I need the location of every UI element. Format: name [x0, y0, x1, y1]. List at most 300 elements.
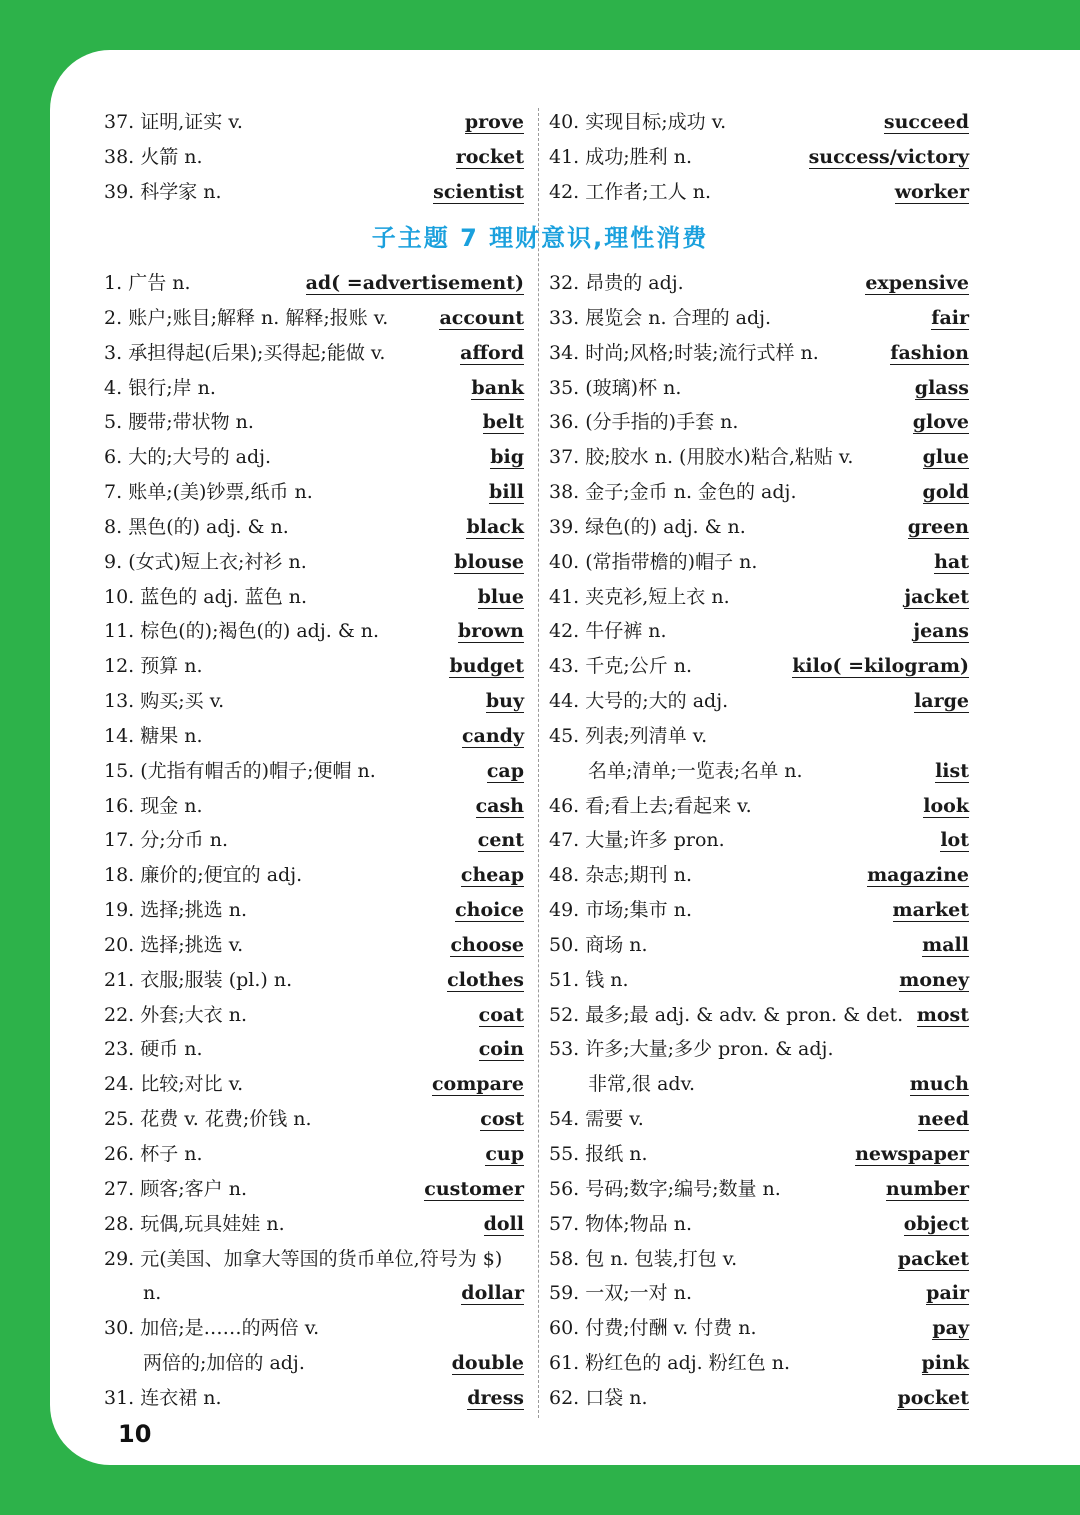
entry-number: 50. [549, 933, 580, 956]
entry-number: 48. [549, 864, 580, 887]
entry-definition [549, 515, 902, 539]
entry-english-word: much [909, 1073, 969, 1096]
vocab-entry [104, 753, 524, 783]
entry-english-word: belt [482, 411, 524, 434]
vocab-entry [549, 857, 969, 887]
section-title: 子主题 7 理财意识,理性消费 [371, 224, 709, 252]
entry-number: 21. [104, 968, 135, 991]
entry-number: 39. [549, 515, 580, 538]
entry-number: 49. [549, 899, 580, 922]
page-number: 10 [118, 1420, 152, 1448]
vocab-entry [549, 1101, 969, 1131]
vocab-entry [549, 370, 969, 400]
entry-definition [549, 376, 909, 400]
entry-english-word: cap [486, 759, 524, 782]
entry-number: 28. [104, 1212, 135, 1235]
vocab-entry [104, 1241, 524, 1271]
entry-number: 1. [104, 272, 123, 294]
entry-english-word: jeans [913, 620, 969, 643]
vocab-entry [104, 648, 524, 678]
entry-definition [549, 654, 786, 678]
entry-definition [549, 180, 889, 204]
vocab-entry [549, 1380, 969, 1410]
entry-chinese: 承担得起(后果);买得起;能做 v. [128, 341, 386, 364]
entry-english-word: account [439, 306, 524, 329]
entry-english-word: rocket [455, 146, 524, 168]
entry-english-word: choose [450, 933, 524, 956]
entry-english-word: afford [460, 341, 524, 364]
entry-english-word: expensive [865, 272, 969, 294]
entry-chinese: n. [143, 1282, 162, 1305]
entry-english-word: prove [464, 111, 524, 133]
entry-definition [549, 1247, 892, 1271]
entry-number: 62. [549, 1386, 580, 1409]
vocab-entry [549, 335, 969, 365]
entry-definition [549, 828, 934, 852]
entry-definition [549, 110, 878, 134]
vocab-entry [104, 335, 524, 365]
vocab-entry [549, 265, 969, 295]
entry-definition [104, 1316, 524, 1340]
vocab-entry [104, 439, 524, 469]
entry-number: 36. [549, 411, 580, 434]
entry-chinese: 绿色(的) adj. & n. [585, 515, 746, 538]
vocab-entry [104, 857, 524, 887]
entry-number: 13. [104, 690, 135, 713]
entry-chinese: 预算 n. [140, 655, 203, 678]
entry-number: 29. [104, 1247, 135, 1270]
vocab-entry [104, 1275, 524, 1305]
entry-number: 18. [104, 864, 135, 887]
entry-english-word: most [916, 1003, 969, 1026]
entry-number: 60. [549, 1317, 580, 1340]
vocab-entry [549, 174, 969, 204]
vocab-entry [549, 1310, 969, 1340]
entry-chinese: 市场;集市 n. [585, 899, 692, 922]
entry-definition [104, 110, 459, 134]
entry-definition [104, 1212, 478, 1236]
vocab-entry [549, 822, 969, 852]
entry-number: 61. [549, 1352, 580, 1375]
entry-definition [549, 1072, 904, 1096]
entry-definition [104, 180, 427, 204]
entry-chinese: 顾客;客户 n. [140, 1177, 247, 1200]
entry-definition [549, 619, 907, 643]
entry-english-word: kilo( =kilogram) [792, 655, 969, 678]
entry-chinese: (常指带檐的)帽子 n. [585, 550, 758, 573]
entry-definition [104, 863, 455, 887]
entry-number: 45. [549, 724, 580, 747]
column-divider [538, 108, 539, 1418]
entry-number: 34. [549, 341, 580, 364]
entry-chinese: 粉红色的 adj. 粉红色 n. [585, 1352, 791, 1375]
vocab-entry [549, 1066, 969, 1096]
entry-definition [104, 724, 456, 748]
vocab-entry [549, 1345, 969, 1375]
entry-number: 32. [549, 272, 580, 294]
entry-chinese: 广告 n. [128, 272, 191, 294]
entry-english-word: ad( =advertisement) [305, 272, 524, 294]
entry-english-word: cup [485, 1143, 524, 1165]
vocab-entry [104, 1066, 524, 1096]
vocab-entry [104, 718, 524, 748]
entry-number: 33. [549, 306, 580, 329]
entry-definition [104, 654, 443, 678]
entry-number: 55. [549, 1143, 580, 1165]
entry-chinese: 展览会 n. 合理的 adj. [585, 306, 772, 329]
entry-number: 51. [549, 968, 580, 991]
entry-chinese: 棕色(的);褐色(的) adj. & n. [140, 620, 380, 643]
entry-definition [104, 689, 480, 713]
entry-definition [549, 759, 929, 783]
entry-english-word: packet [897, 1247, 969, 1270]
entry-chinese: 衣服;服装 (pl.) n. [140, 968, 293, 991]
entry-english-word: hat [934, 550, 969, 573]
entry-definition [104, 445, 484, 469]
entry-number: 19. [104, 899, 135, 922]
entry-number: 3. [104, 341, 123, 364]
entry-english-word: pocket [897, 1386, 969, 1409]
entry-number: 35. [549, 376, 580, 399]
entry-chinese: 腰带;带状物 n. [128, 411, 254, 434]
vocab-entry [549, 139, 969, 169]
vocab-entry [549, 474, 969, 504]
entry-definition [104, 550, 448, 574]
entry-chinese: (玻璃)杯 n. [585, 376, 682, 399]
entry-chinese: 大的;大号的 adj. [128, 446, 272, 469]
entry-chinese: 需要 v. [585, 1108, 644, 1131]
entry-english-word: market [892, 899, 969, 922]
entry-english-word: pair [926, 1282, 969, 1305]
vocab-entry [104, 1206, 524, 1236]
vocab-entry [549, 439, 969, 469]
entry-chinese: 昂贵的 adj. [585, 272, 684, 294]
entry-chinese: (女式)短上衣;衬衫 n. [128, 550, 307, 573]
entry-english-word: fashion [890, 341, 969, 364]
entry-chinese: 千克;公斤 n. [585, 655, 692, 678]
entry-definition [549, 1316, 926, 1340]
entry-number: 10. [104, 585, 135, 608]
entry-definition [549, 1037, 969, 1061]
vocab-entry [104, 613, 524, 643]
entry-chinese: 夹克衫,短上衣 n. [585, 585, 730, 608]
entry-chinese: 口袋 n. [585, 1386, 648, 1409]
entry-number: 40. [549, 111, 580, 133]
vocab-entry [104, 1380, 524, 1410]
vocab-entry [104, 1345, 524, 1375]
entry-chinese: 账户;账目;解释 n. 解释;报账 v. [128, 306, 389, 329]
entry-english-word: big [490, 446, 524, 469]
vocab-entry [104, 927, 524, 957]
entry-number: 38. [549, 481, 580, 504]
entry-chinese: 号码;数字;编号;数量 n. [585, 1177, 781, 1200]
entry-english-word: clothes [447, 968, 524, 991]
entry-number: 41. [549, 585, 580, 608]
entry-chinese: 购买;买 v. [140, 690, 225, 713]
entry-number: 42. [549, 181, 580, 203]
entry-number: 7. [104, 481, 123, 504]
entry-number: 24. [104, 1073, 135, 1096]
entry-english-word: customer [424, 1177, 524, 1200]
entry-definition [104, 1386, 461, 1410]
entry-definition [104, 306, 433, 330]
entry-definition [104, 480, 483, 504]
entry-english-word: double [451, 1352, 524, 1375]
vocab-entry [549, 892, 969, 922]
vocab-entry [549, 613, 969, 643]
entry-number: 4. [104, 376, 123, 399]
vocab-entry [549, 962, 969, 992]
vocab-entry [104, 174, 524, 204]
entry-definition [549, 480, 917, 504]
vocab-entry [104, 1171, 524, 1201]
entry-chinese: 列表;列清单 v. [585, 724, 708, 747]
vocab-entry [549, 404, 969, 434]
vocab-entry [104, 474, 524, 504]
vocab-entry [549, 1136, 969, 1166]
vocab-entry [549, 997, 969, 1027]
entry-definition [549, 863, 861, 887]
entry-chinese: 一双;一对 n. [585, 1282, 692, 1305]
entry-english-word: money [899, 968, 969, 991]
entry-number: 9. [104, 550, 123, 573]
entry-definition [549, 585, 898, 609]
entry-english-word: dollar [461, 1282, 524, 1305]
vocab-entry [104, 104, 524, 134]
entry-definition [549, 410, 907, 434]
vocab-entry [104, 892, 524, 922]
entry-english-word: black [466, 515, 524, 538]
entry-number: 59. [549, 1282, 580, 1305]
entry-definition [549, 445, 917, 469]
entry-english-word: green [907, 515, 969, 538]
entry-definition [104, 759, 481, 783]
vocab-entry [549, 1206, 969, 1236]
entry-english-word: pink [921, 1352, 969, 1375]
entry-number: 5. [104, 411, 123, 434]
entry-english-word: jacket [904, 585, 969, 608]
entry-number: 57. [549, 1212, 580, 1235]
vocab-entry [549, 509, 969, 539]
entry-english-word: pay [932, 1317, 969, 1340]
entry-number: 41. [549, 146, 580, 168]
entry-definition [104, 1037, 473, 1061]
entry-chinese: 许多;大量;多少 pron. & adj. [585, 1038, 834, 1061]
entry-chinese: 科学家 n. [140, 181, 222, 203]
entry-chinese: 火箭 n. [140, 146, 203, 168]
vocab-entry [104, 1101, 524, 1131]
vocab-entry [104, 1031, 524, 1061]
entry-english-word: scientist [433, 181, 524, 203]
entry-definition [549, 898, 887, 922]
entry-chinese: 黑色(的) adj. & n. [128, 515, 289, 538]
entry-english-word: budget [449, 655, 524, 678]
entry-number: 8. [104, 515, 123, 538]
entry-english-word: gold [922, 481, 969, 504]
entry-english-word: glove [912, 411, 969, 434]
entry-number: 31. [104, 1386, 135, 1409]
entry-english-word: cent [477, 829, 524, 852]
vocab-entry [104, 404, 524, 434]
entry-definition [549, 689, 908, 713]
entry-number: 6. [104, 446, 123, 469]
entry-chinese: 连衣裙 n. [140, 1386, 222, 1409]
vocab-entry [549, 1241, 969, 1271]
entry-definition [104, 898, 449, 922]
entry-definition [104, 619, 452, 643]
entry-definition [549, 271, 859, 295]
entry-number: 11. [104, 620, 135, 643]
entry-chinese: 蓝色的 adj. 蓝色 n. [140, 585, 308, 608]
vocab-entry [549, 1171, 969, 1201]
entry-definition [104, 1351, 446, 1375]
entry-number: 37. [549, 446, 580, 469]
entry-english-word: blue [477, 585, 524, 608]
vocab-entry [104, 997, 524, 1027]
entry-number: 38. [104, 146, 135, 168]
entry-english-word: coat [478, 1003, 524, 1026]
entry-chinese: 选择;挑选 n. [140, 899, 247, 922]
entry-number: 37. [104, 111, 135, 133]
entry-chinese: 金子;金币 n. 金色的 adj. [585, 481, 797, 504]
entry-definition [549, 1212, 898, 1236]
vocab-entry [104, 370, 524, 400]
entry-number: 20. [104, 933, 135, 956]
entry-english-word: glass [914, 376, 969, 399]
entry-number: 26. [104, 1143, 135, 1165]
entry-number: 30. [104, 1317, 135, 1340]
entry-english-word: magazine [867, 864, 969, 887]
entry-definition [549, 550, 928, 574]
entry-definition [549, 968, 893, 992]
entry-english-word: cheap [460, 864, 524, 887]
entry-definition [549, 1003, 911, 1027]
entry-chinese: 大量;许多 pron. [585, 829, 725, 852]
entry-definition [549, 1107, 912, 1131]
vocab-entry [549, 104, 969, 134]
vocab-entry [549, 579, 969, 609]
entry-number: 53. [549, 1038, 580, 1061]
entry-number: 22. [104, 1003, 135, 1026]
vocab-entry [104, 683, 524, 713]
entry-chinese: 外套;大衣 n. [140, 1003, 247, 1026]
entry-english-word: cost [480, 1108, 524, 1131]
vocab-entry [549, 1031, 969, 1061]
entry-chinese: 看;看上去;看起来 v. [585, 794, 752, 817]
entry-english-word: large [914, 690, 969, 713]
entry-chinese: 实现目标;成功 v. [585, 111, 727, 133]
vocab-entry [104, 300, 524, 330]
entry-chinese: 物体;物品 n. [585, 1212, 692, 1235]
entry-number: 52. [549, 1003, 580, 1026]
entry-chinese: 包 n. 包装,打包 v. [585, 1247, 738, 1270]
entry-english-word: number [885, 1177, 969, 1200]
entry-english-word: fair [931, 306, 969, 329]
entry-number: 23. [104, 1038, 135, 1061]
entry-chinese: 选择;挑选 v. [140, 933, 244, 956]
entry-definition [549, 1281, 920, 1305]
entry-chinese: 成功;胜利 n. [585, 146, 692, 168]
entry-chinese: 杂志;期刊 n. [585, 864, 692, 887]
entry-chinese: 糖果 n. [140, 724, 203, 747]
vocab-entry [549, 300, 969, 330]
entry-chinese: 时尚;风格;时装;流行式样 n. [585, 341, 819, 364]
entry-definition [104, 341, 454, 365]
entry-chinese: 分;分币 n. [140, 829, 228, 852]
entry-definition [104, 1247, 524, 1271]
entry-english-word: worker [894, 181, 969, 203]
entry-chinese: 加倍;是……的两倍 v. [140, 1317, 320, 1340]
entry-definition [104, 1177, 418, 1201]
entry-chinese: 工作者;工人 n. [585, 181, 711, 203]
entry-number: 12. [104, 655, 135, 678]
entry-number: 42. [549, 620, 580, 643]
entry-english-word: object [903, 1212, 969, 1235]
entry-definition [549, 794, 917, 818]
entry-number: 43. [549, 655, 580, 678]
entry-chinese: 证明,证实 v. [140, 111, 243, 133]
entry-chinese: 玩偶,玩具娃娃 n. [140, 1212, 285, 1235]
entry-definition [104, 1281, 455, 1305]
entry-english-word: doll [483, 1212, 524, 1235]
entry-number: 40. [549, 550, 580, 573]
entry-english-word: list [935, 759, 969, 782]
entry-definition [549, 306, 925, 330]
entry-english-word: success/victory [808, 146, 969, 168]
entry-chinese: 牛仔裤 n. [585, 620, 667, 643]
entry-english-word: mall [922, 933, 969, 956]
entry-definition [549, 933, 916, 957]
vocab-entry [549, 648, 969, 678]
entry-number: 44. [549, 690, 580, 713]
entry-number: 14. [104, 724, 135, 747]
entry-definition [104, 828, 472, 852]
entry-definition [549, 1142, 849, 1166]
vocab-entry [104, 1136, 524, 1166]
entry-chinese: (尤指有帽舌的)帽子;便帽 n. [140, 759, 376, 782]
entry-chinese: 廉价的;便宜的 adj. [140, 864, 303, 887]
vocab-entry [549, 788, 969, 818]
entry-english-word: dress [467, 1386, 524, 1409]
entry-definition [104, 376, 465, 400]
vocab-entry [549, 927, 969, 957]
entry-number: 47. [549, 829, 580, 852]
entry-chinese: 最多;最 adj. & adv. & pron. & det. [585, 1003, 904, 1026]
entry-chinese: 钱 n. [585, 968, 629, 991]
entry-definition [104, 794, 470, 818]
vocab-entry [104, 1310, 524, 1340]
entry-definition [549, 145, 803, 169]
entry-number: 46. [549, 794, 580, 817]
entry-english-word: need [917, 1108, 969, 1131]
entry-chinese: 杯子 n. [140, 1143, 203, 1165]
entry-english-word: glue [922, 446, 969, 469]
entry-chinese: 硬币 n. [140, 1038, 203, 1061]
vocab-entry [549, 544, 969, 574]
entry-english-word: compare [431, 1073, 524, 1096]
entry-chinese: 银行;岸 n. [128, 376, 216, 399]
vocab-entry [104, 962, 524, 992]
entry-chinese: 花费 v. 花费;价钱 n. [140, 1108, 312, 1131]
entry-chinese: 账单;(美)钞票,纸币 n. [128, 481, 313, 504]
entry-english-word: brown [457, 620, 524, 643]
entry-chinese: 报纸 n. [585, 1143, 648, 1165]
entry-number: 58. [549, 1247, 580, 1270]
entry-chinese: 名单;清单;一览表;名单 n. [588, 759, 803, 782]
entry-chinese: 现金 n. [140, 794, 203, 817]
vocab-entry [104, 579, 524, 609]
entry-english-word: cash [475, 794, 524, 817]
